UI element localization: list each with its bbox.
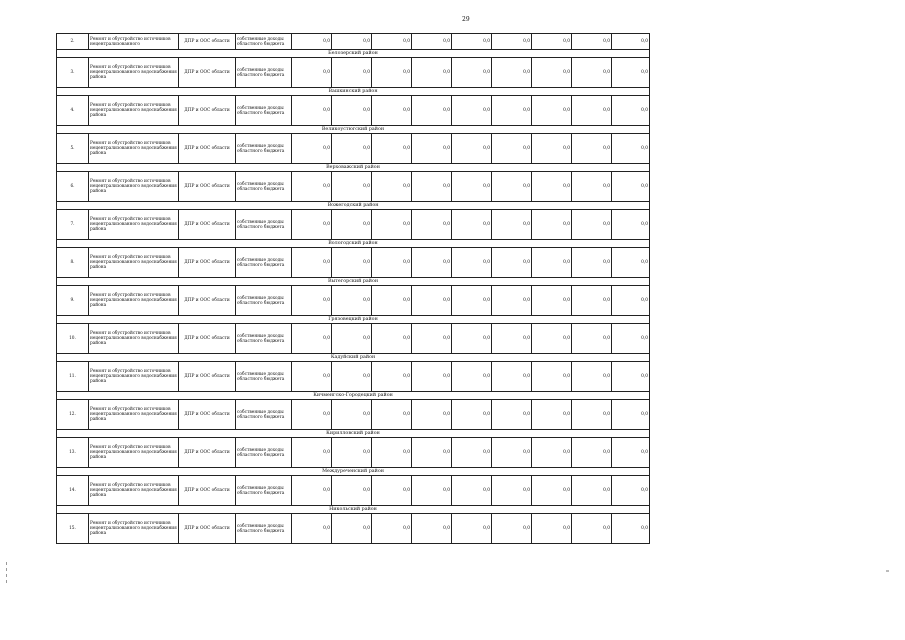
table-row bbox=[57, 134, 650, 164]
value-cell: 0,0 bbox=[572, 514, 612, 544]
executor: ДПР и ООС области bbox=[179, 134, 236, 164]
table-row bbox=[57, 514, 650, 544]
value-cell: 0,0 bbox=[492, 96, 532, 126]
value-cell: 0,0 bbox=[612, 514, 650, 544]
value-cell: 0,0 bbox=[412, 324, 452, 354]
value-cell: 0,0 bbox=[292, 324, 332, 354]
executor: ДПР и ООС области bbox=[179, 34, 236, 50]
district-header-row bbox=[57, 392, 650, 400]
value-cell: 0,0 bbox=[612, 362, 650, 392]
value-cell: 0,0 bbox=[532, 134, 572, 164]
value-cell: 0,0 bbox=[532, 96, 572, 126]
value-cell: 0,0 bbox=[292, 58, 332, 88]
funding-source: собственные доходы областного бюджета bbox=[236, 438, 292, 468]
value-cell: 0,0 bbox=[412, 400, 452, 430]
district-header-row bbox=[57, 202, 650, 210]
table-row bbox=[57, 34, 650, 50]
value-cell: 0,0 bbox=[572, 210, 612, 240]
value-cell: 0,0 bbox=[332, 362, 372, 392]
page-number: 29 bbox=[462, 16, 470, 23]
value-cell: 0,0 bbox=[292, 172, 332, 202]
value-cell: 0,0 bbox=[492, 134, 532, 164]
measure-name: Ремонт и обустройство источников нецентрализованного водоснабжения района bbox=[89, 58, 179, 88]
district-name: Междуреченский район bbox=[57, 468, 650, 476]
scan-margin-mark bbox=[886, 570, 889, 572]
row-number: 15. bbox=[57, 514, 89, 544]
value-cell: 0,0 bbox=[332, 324, 372, 354]
row-number: 9. bbox=[57, 286, 89, 316]
value-cell: 0,0 bbox=[612, 324, 650, 354]
measure-name: Ремонт и обустройство источников нецентрализованного bbox=[89, 34, 179, 50]
value-cell: 0,0 bbox=[612, 210, 650, 240]
value-cell: 0,0 bbox=[372, 134, 412, 164]
value-cell: 0,0 bbox=[572, 400, 612, 430]
funding-source: собственные доходы областного бюджета bbox=[236, 286, 292, 316]
value-cell: 0,0 bbox=[572, 248, 612, 278]
value-cell: 0,0 bbox=[372, 248, 412, 278]
table-row bbox=[57, 210, 650, 240]
value-cell: 0,0 bbox=[532, 34, 572, 50]
measure-name: Ремонт и обустройство источников нецентрализованного водоснабжения района bbox=[89, 400, 179, 430]
row-number: 14. bbox=[57, 476, 89, 506]
value-cell: 0,0 bbox=[292, 400, 332, 430]
value-cell: 0,0 bbox=[332, 134, 372, 164]
value-cell: 0,0 bbox=[412, 362, 452, 392]
value-cell: 0,0 bbox=[412, 210, 452, 240]
value-cell: 0,0 bbox=[492, 210, 532, 240]
value-cell: 0,0 bbox=[532, 438, 572, 468]
value-cell: 0,0 bbox=[572, 34, 612, 50]
value-cell: 0,0 bbox=[292, 438, 332, 468]
district-name: Кирилловский район bbox=[57, 430, 650, 438]
executor: ДПР и ООС области bbox=[179, 96, 236, 126]
measure-name: Ремонт и обустройство источников нецентрализованного водоснабжения района bbox=[89, 134, 179, 164]
district-name: Вытегорский район bbox=[57, 278, 650, 286]
executor: ДПР и ООС области bbox=[179, 400, 236, 430]
row-number: 7. bbox=[57, 210, 89, 240]
value-cell: 0,0 bbox=[452, 514, 492, 544]
table-row bbox=[57, 362, 650, 392]
value-cell: 0,0 bbox=[372, 324, 412, 354]
value-cell: 0,0 bbox=[332, 438, 372, 468]
value-cell: 0,0 bbox=[332, 96, 372, 126]
table-row bbox=[57, 400, 650, 430]
value-cell: 0,0 bbox=[292, 248, 332, 278]
row-number: 4. bbox=[57, 96, 89, 126]
value-cell: 0,0 bbox=[332, 248, 372, 278]
row-number: 12. bbox=[57, 400, 89, 430]
value-cell: 0,0 bbox=[572, 324, 612, 354]
district-name: Кичменгско-Городецкий район bbox=[57, 392, 650, 400]
measure-name: Ремонт и обустройство источников нецентрализованного водоснабжения района bbox=[89, 438, 179, 468]
row-number: 6. bbox=[57, 172, 89, 202]
measure-name: Ремонт и обустройство источников нецентрализованного водоснабжения района bbox=[89, 248, 179, 278]
district-header-row bbox=[57, 126, 650, 134]
funding-source: собственные доходы областного бюджета bbox=[236, 172, 292, 202]
value-cell: 0,0 bbox=[532, 514, 572, 544]
row-number: 10. bbox=[57, 324, 89, 354]
district-header-row bbox=[57, 278, 650, 286]
value-cell: 0,0 bbox=[372, 438, 412, 468]
value-cell: 0,0 bbox=[492, 58, 532, 88]
value-cell: 0,0 bbox=[572, 58, 612, 88]
value-cell: 0,0 bbox=[412, 438, 452, 468]
funding-source: собственные доходы областного бюджета bbox=[236, 476, 292, 506]
value-cell: 0,0 bbox=[292, 210, 332, 240]
funding-source: собственные доходы областного бюджета bbox=[236, 248, 292, 278]
value-cell: 0,0 bbox=[492, 476, 532, 506]
executor: ДПР и ООС области bbox=[179, 286, 236, 316]
value-cell: 0,0 bbox=[452, 324, 492, 354]
value-cell: 0,0 bbox=[292, 362, 332, 392]
value-cell: 0,0 bbox=[332, 58, 372, 88]
measure-name: Ремонт и обустройство источников нецентрализованного водоснабжения района bbox=[89, 362, 179, 392]
value-cell: 0,0 bbox=[332, 476, 372, 506]
value-cell: 0,0 bbox=[372, 172, 412, 202]
district-header-row bbox=[57, 50, 650, 58]
value-cell: 0,0 bbox=[372, 210, 412, 240]
value-cell: 0,0 bbox=[492, 34, 532, 50]
value-cell: 0,0 bbox=[332, 172, 372, 202]
value-cell: 0,0 bbox=[532, 400, 572, 430]
value-cell: 0,0 bbox=[412, 34, 452, 50]
value-cell: 0,0 bbox=[372, 286, 412, 316]
value-cell: 0,0 bbox=[492, 514, 532, 544]
value-cell: 0,0 bbox=[452, 248, 492, 278]
value-cell: 0,0 bbox=[572, 286, 612, 316]
executor: ДПР и ООС области bbox=[179, 324, 236, 354]
funding-source: собственные доходы областного бюджета bbox=[236, 134, 292, 164]
value-cell: 0,0 bbox=[452, 286, 492, 316]
executor: ДПР и ООС области bbox=[179, 514, 236, 544]
value-cell: 0,0 bbox=[572, 172, 612, 202]
district-header-row bbox=[57, 88, 650, 96]
value-cell: 0,0 bbox=[492, 286, 532, 316]
executor: ДПР и ООС области bbox=[179, 172, 236, 202]
measure-name: Ремонт и обустройство источников нецентрализованного водоснабжения района bbox=[89, 514, 179, 544]
value-cell: 0,0 bbox=[452, 362, 492, 392]
value-cell: 0,0 bbox=[292, 134, 332, 164]
value-cell: 0,0 bbox=[572, 96, 612, 126]
district-name: Белозерский район bbox=[57, 50, 650, 58]
scan-margin-marks bbox=[4, 562, 9, 586]
value-cell: 0,0 bbox=[332, 34, 372, 50]
value-cell: 0,0 bbox=[532, 58, 572, 88]
value-cell: 0,0 bbox=[332, 210, 372, 240]
value-cell: 0,0 bbox=[292, 476, 332, 506]
value-cell: 0,0 bbox=[532, 286, 572, 316]
row-number: 3. bbox=[57, 58, 89, 88]
table-row bbox=[57, 476, 650, 506]
value-cell: 0,0 bbox=[372, 476, 412, 506]
executor: ДПР и ООС области bbox=[179, 58, 236, 88]
measure-name: Ремонт и обустройство источников нецентрализованного водоснабжения района bbox=[89, 286, 179, 316]
measure-name: Ремонт и обустройство источников нецентрализованного водоснабжения района bbox=[89, 476, 179, 506]
district-header-row bbox=[57, 316, 650, 324]
funding-source: собственные доходы областного бюджета bbox=[236, 210, 292, 240]
row-number: 2. bbox=[57, 34, 89, 50]
value-cell: 0,0 bbox=[332, 514, 372, 544]
value-cell: 0,0 bbox=[492, 324, 532, 354]
value-cell: 0,0 bbox=[572, 438, 612, 468]
value-cell: 0,0 bbox=[492, 400, 532, 430]
row-number: 11. bbox=[57, 362, 89, 392]
table-row bbox=[57, 96, 650, 126]
district-name: Верховажский район bbox=[57, 164, 650, 172]
measure-name: Ремонт и обустройство источников нецентрализованного водоснабжения района bbox=[89, 210, 179, 240]
table-row bbox=[57, 324, 650, 354]
funding-source: собственные доходы областного бюджета bbox=[236, 400, 292, 430]
value-cell: 0,0 bbox=[452, 400, 492, 430]
value-cell: 0,0 bbox=[492, 438, 532, 468]
value-cell: 0,0 bbox=[612, 172, 650, 202]
value-cell: 0,0 bbox=[452, 96, 492, 126]
measure-name: Ремонт и обустройство источников нецентрализованного водоснабжения района bbox=[89, 324, 179, 354]
table-row bbox=[57, 438, 650, 468]
value-cell: 0,0 bbox=[612, 34, 650, 50]
funding-source: собственные доходы областного бюджета bbox=[236, 514, 292, 544]
value-cell: 0,0 bbox=[412, 248, 452, 278]
table-row bbox=[57, 248, 650, 278]
value-cell: 0,0 bbox=[412, 514, 452, 544]
value-cell: 0,0 bbox=[532, 476, 572, 506]
value-cell: 0,0 bbox=[572, 362, 612, 392]
district-header-row bbox=[57, 506, 650, 514]
value-cell: 0,0 bbox=[612, 96, 650, 126]
executor: ДПР и ООС области bbox=[179, 248, 236, 278]
value-cell: 0,0 bbox=[572, 476, 612, 506]
executor: ДПР и ООС области bbox=[179, 362, 236, 392]
row-number: 8. bbox=[57, 248, 89, 278]
funding-source: собственные доходы областного бюджета bbox=[236, 58, 292, 88]
value-cell: 0,0 bbox=[332, 400, 372, 430]
value-cell: 0,0 bbox=[612, 134, 650, 164]
district-name: Великоустюгский район bbox=[57, 126, 650, 134]
value-cell: 0,0 bbox=[412, 476, 452, 506]
funding-source: собственные доходы областного бюджета bbox=[236, 324, 292, 354]
value-cell: 0,0 bbox=[452, 172, 492, 202]
district-name: Грязовецкий район bbox=[57, 316, 650, 324]
value-cell: 0,0 bbox=[492, 172, 532, 202]
table-row bbox=[57, 172, 650, 202]
value-cell: 0,0 bbox=[412, 172, 452, 202]
value-cell: 0,0 bbox=[612, 286, 650, 316]
value-cell: 0,0 bbox=[612, 248, 650, 278]
value-cell: 0,0 bbox=[612, 400, 650, 430]
value-cell: 0,0 bbox=[292, 96, 332, 126]
district-name: Кадуйский район bbox=[57, 354, 650, 362]
table-row bbox=[57, 286, 650, 316]
budget-table bbox=[56, 33, 650, 544]
funding-source: собственные доходы областного бюджета bbox=[236, 34, 292, 50]
district-header-row bbox=[57, 430, 650, 438]
district-header-row bbox=[57, 164, 650, 172]
value-cell: 0,0 bbox=[572, 134, 612, 164]
executor: ДПР и ООС области bbox=[179, 476, 236, 506]
value-cell: 0,0 bbox=[532, 210, 572, 240]
value-cell: 0,0 bbox=[412, 286, 452, 316]
funding-source: собственные доходы областного бюджета bbox=[236, 362, 292, 392]
value-cell: 0,0 bbox=[412, 58, 452, 88]
value-cell: 0,0 bbox=[332, 286, 372, 316]
row-number: 13. bbox=[57, 438, 89, 468]
row-number: 5. bbox=[57, 134, 89, 164]
value-cell: 0,0 bbox=[372, 514, 412, 544]
value-cell: 0,0 bbox=[372, 362, 412, 392]
value-cell: 0,0 bbox=[452, 438, 492, 468]
measure-name: Ремонт и обустройство источников нецентрализованного водоснабжения района bbox=[89, 96, 179, 126]
value-cell: 0,0 bbox=[372, 96, 412, 126]
district-header-row bbox=[57, 468, 650, 476]
district-header-row bbox=[57, 240, 650, 248]
value-cell: 0,0 bbox=[612, 438, 650, 468]
district-name: Никольский район bbox=[57, 506, 650, 514]
value-cell: 0,0 bbox=[412, 96, 452, 126]
value-cell: 0,0 bbox=[292, 34, 332, 50]
value-cell: 0,0 bbox=[372, 400, 412, 430]
value-cell: 0,0 bbox=[532, 248, 572, 278]
district-name: Вашкинский район bbox=[57, 88, 650, 96]
executor: ДПР и ООС области bbox=[179, 210, 236, 240]
value-cell: 0,0 bbox=[452, 134, 492, 164]
value-cell: 0,0 bbox=[532, 324, 572, 354]
value-cell: 0,0 bbox=[532, 172, 572, 202]
value-cell: 0,0 bbox=[292, 286, 332, 316]
value-cell: 0,0 bbox=[532, 362, 572, 392]
district-name: Вологодский район bbox=[57, 240, 650, 248]
value-cell: 0,0 bbox=[612, 476, 650, 506]
executor: ДПР и ООС области bbox=[179, 438, 236, 468]
value-cell: 0,0 bbox=[492, 362, 532, 392]
value-cell: 0,0 bbox=[452, 58, 492, 88]
value-cell: 0,0 bbox=[452, 210, 492, 240]
district-name: Вожегодский район bbox=[57, 202, 650, 210]
value-cell: 0,0 bbox=[452, 476, 492, 506]
measure-name: Ремонт и обустройство источников нецентрализованного водоснабжения района bbox=[89, 172, 179, 202]
value-cell: 0,0 bbox=[292, 514, 332, 544]
district-header-row bbox=[57, 354, 650, 362]
value-cell: 0,0 bbox=[492, 248, 532, 278]
value-cell: 0,0 bbox=[452, 34, 492, 50]
table-row bbox=[57, 58, 650, 88]
value-cell: 0,0 bbox=[612, 58, 650, 88]
value-cell: 0,0 bbox=[412, 134, 452, 164]
funding-source: собственные доходы областного бюджета bbox=[236, 96, 292, 126]
value-cell: 0,0 bbox=[372, 34, 412, 50]
value-cell: 0,0 bbox=[372, 58, 412, 88]
